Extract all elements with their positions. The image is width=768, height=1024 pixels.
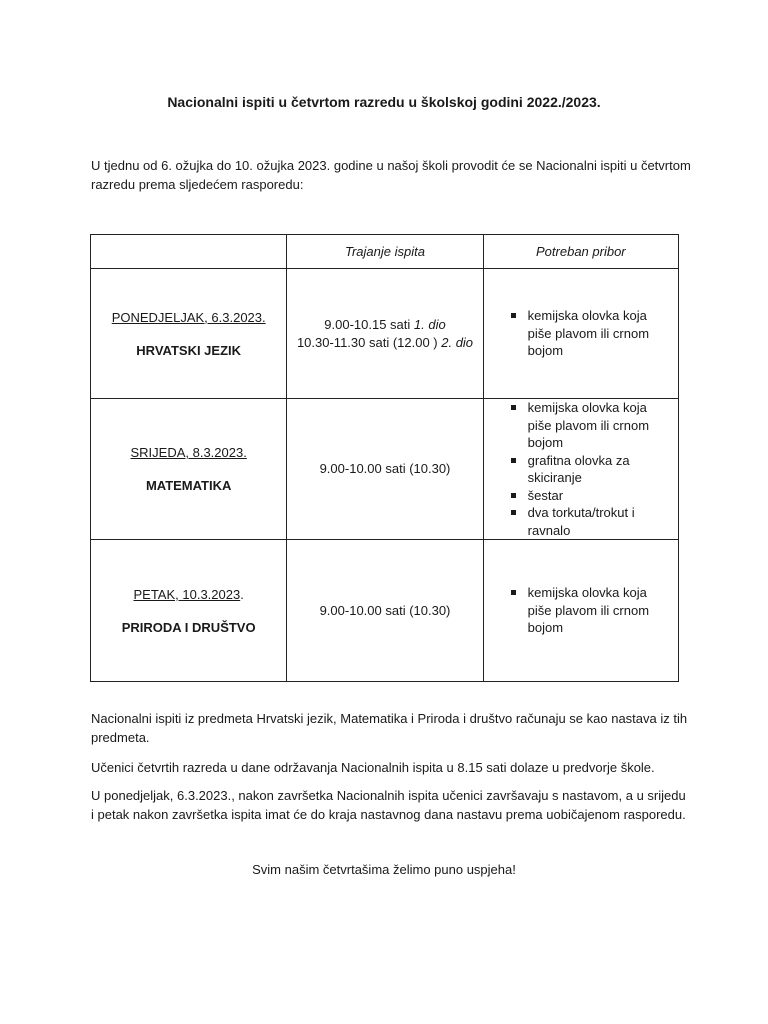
exam-subject: PRIRODA I DRUŠTVO (121, 619, 256, 635)
header-supplies: Potreban pribor (483, 235, 678, 269)
day-cell (91, 540, 287, 682)
time-line (287, 316, 482, 334)
closing-message: Svim našim četvrtašima želimo puno uspjeha! (252, 862, 516, 877)
time-cell: 9.00-10.00 sati (10.30) (287, 540, 483, 682)
supplies-list (484, 307, 678, 360)
time-text: 10.30-11.30 sati (12.00 ) (296, 334, 442, 350)
exam-schedule-table (90, 234, 679, 682)
supplies-cell (483, 269, 678, 399)
intro-paragraph: U tjednu od 6. ožujka do 10. ožujka 2023. godine u našoj školi provodit će se Nacionalni ispiti u četvrtom razredu prema sljedećem rasporedu: (91, 158, 691, 192)
time-text: 9.00-10.15 sati (324, 316, 414, 332)
part-label: 2. dio (441, 334, 474, 350)
exam-date: PONEDJELJAK, 6.3.2023. (111, 309, 266, 325)
info-paragraph-arrival: Učenici četvrtih razreda u dane održavanja Nacionalnih ispita u 8.15 sati dolaze u predvorje škole. (91, 760, 655, 775)
header-empty-cell (91, 235, 287, 269)
header-duration: Trajanje ispita (287, 235, 483, 269)
table-row (91, 269, 679, 399)
list-item: kemijska olovka koja piše plavom ili crnom bojom (508, 584, 658, 637)
day-cell (91, 399, 287, 540)
document-title: Nacionalni ispiti u četvrtom razredu u školskoj godini 2022./2023. (167, 94, 601, 110)
table-header-row (91, 235, 679, 269)
table-row (91, 399, 679, 540)
list-item: dva torkuta/trokut i ravnalo (508, 504, 658, 539)
table-row (91, 540, 679, 682)
time-line (287, 334, 482, 352)
list-item: grafitna olovka za skiciranje (508, 452, 658, 487)
part-label: 1. dio (413, 316, 446, 332)
day-cell (91, 269, 287, 399)
supplies-cell (483, 399, 678, 540)
exam-date: PETAK, 10.3.2023 (133, 586, 241, 602)
exam-subject: HRVATSKI JEZIK (136, 342, 242, 358)
supplies-list (484, 584, 678, 637)
time-cell (287, 269, 483, 399)
list-item: kemijska olovka koja piše plavom ili crnom bojom (508, 399, 658, 452)
list-item: šestar (508, 487, 658, 505)
supplies-list (484, 399, 678, 539)
exam-date: SRIJEDA, 8.3.2023. (130, 445, 247, 460)
supplies-cell (483, 540, 678, 682)
time-cell: 9.00-10.00 sati (10.30) (287, 399, 483, 540)
info-paragraph-schedule: U ponedjeljak, 6.3.2023., nakon završetka Nacionalnih ispita učenici završavaju s nastavom, a u srijedu i petak nakon završetka ispita imat će do kraja nastavnog dana nastavu prema uobičajenom rasporedu. (91, 788, 686, 822)
info-paragraph-subjects: Nacionalni ispiti iz predmeta Hrvatski jezik, Matematika i Priroda i društvo računaju se kao nastava iz tih predmeta. (91, 711, 688, 745)
list-item: kemijska olovka koja piše plavom ili crnom bojom (508, 307, 658, 360)
exam-date-suffix: . (240, 586, 244, 602)
exam-subject: MATEMATIKA (145, 478, 232, 493)
exam-date-line (91, 587, 286, 602)
